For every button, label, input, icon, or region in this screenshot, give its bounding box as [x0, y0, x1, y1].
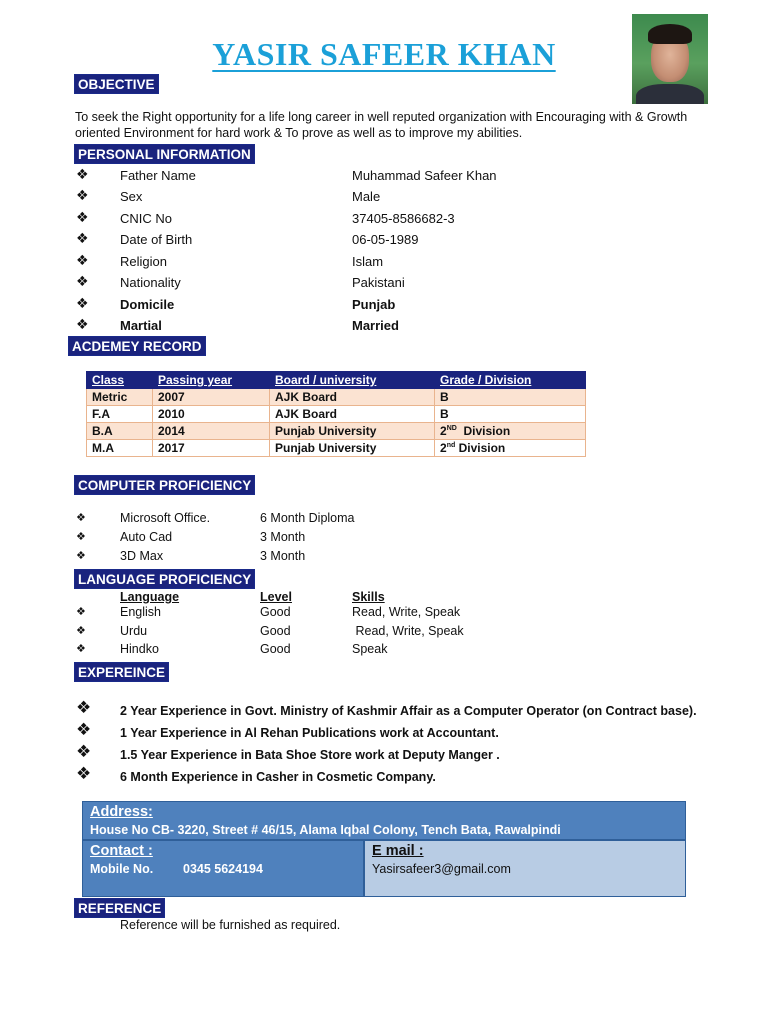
grade-value: B [440, 390, 449, 404]
personal-label: Father Name [120, 168, 196, 183]
bullet-icon: ❖ [76, 316, 89, 332]
language-name: English [120, 605, 161, 619]
table-cell: 2007 [153, 389, 270, 406]
table-cell: Punjab University [270, 440, 435, 457]
bullet-icon: ❖ [76, 166, 89, 182]
section-heading-personal: PERSONAL INFORMATION [74, 144, 255, 164]
section-heading-academic: ACDEMEY RECORD [68, 336, 206, 356]
email-label: E mail : [372, 843, 424, 859]
bullet-icon: ❖ [76, 742, 92, 761]
personal-label: Domicile [120, 297, 175, 312]
table-cell: AJK Board [270, 389, 435, 406]
contact-label: Contact : [90, 843, 153, 859]
personal-value: Punjab [352, 297, 396, 312]
profile-photo [632, 14, 708, 104]
language-skills: Read, Write, Speak [352, 624, 464, 638]
table-cell: 2014 [153, 423, 270, 440]
personal-value: Pakistani [352, 275, 405, 290]
email-block [364, 840, 686, 897]
bullet-icon: ❖ [76, 625, 86, 637]
grade-division: Division [456, 424, 511, 438]
table-cell: M.A [87, 440, 153, 457]
grade-suffix: nd [446, 442, 456, 449]
computer-duration: 3 Month [260, 549, 306, 563]
grade-value: B [440, 407, 449, 421]
computer-skill: Microsoft Office. [120, 511, 211, 525]
bullet-icon: ❖ [76, 764, 92, 783]
table-cell: AJK Board [270, 406, 435, 423]
personal-label: Martial [120, 318, 162, 333]
experience-item: 1 Year Experience in Al Rehan Publications work at Accountant. [120, 726, 499, 740]
bullet-icon: ❖ [76, 531, 86, 543]
table-header: Grade / Division [435, 372, 586, 389]
table-row [87, 440, 586, 457]
reference-text: Reference will be furnished as required. [120, 918, 341, 932]
address-label: Address: [90, 804, 153, 820]
table-cell: 2017 [153, 440, 270, 457]
language-name: Hindko [120, 642, 159, 656]
grade-division: Division [455, 441, 506, 455]
personal-label: Sex [120, 189, 143, 204]
computer-duration: 3 Month [260, 530, 306, 544]
bullet-icon: ❖ [76, 643, 86, 655]
bullet-icon: ❖ [76, 606, 86, 618]
academic-table [86, 371, 586, 457]
personal-label: Religion [120, 254, 167, 269]
language-level: Good [260, 605, 291, 619]
table-cell-grade [435, 423, 586, 440]
experience-item: 1.5 Year Experience in Bata Shoe Store work at Deputy Manger . [120, 748, 500, 762]
grade-value: 2 [440, 441, 447, 455]
personal-value: 37405-8586682-3 [352, 211, 455, 226]
table-row [87, 389, 586, 406]
bullet-icon: ❖ [76, 273, 89, 289]
table-header: Passing year [153, 372, 270, 389]
personal-label: Nationality [120, 275, 181, 290]
experience-item: 6 Month Experience in Casher in Cosmetic Company. [120, 770, 436, 784]
section-heading-experience: EXPEREINCE [74, 662, 169, 682]
table-cell-grade [435, 440, 586, 457]
personal-value: 06-05-1989 [352, 232, 419, 247]
bullet-icon: ❖ [76, 295, 89, 311]
section-heading-reference: REFERENCE [74, 898, 165, 918]
computer-duration: 6 Month Diploma [260, 511, 355, 525]
language-skills: Speak [352, 642, 388, 656]
bullet-icon: ❖ [76, 230, 89, 246]
email-value: Yasirsafeer3@gmail.com [372, 862, 511, 876]
candidate-name: YASIR SAFEER KHAN [212, 36, 556, 72]
experience-item: 2 Year Experience in Govt. Ministry of Kashmir Affair as a Computer Operator (on Contract base). [120, 704, 697, 718]
table-cell: Punjab University [270, 423, 435, 440]
section-heading-language: LANGUAGE PROFICIENCY [74, 569, 255, 589]
grade-suffix: ND [446, 425, 457, 432]
personal-value: Male [352, 189, 381, 204]
personal-value: Islam [352, 254, 384, 269]
personal-value: Muhammad Safeer Khan [352, 168, 497, 183]
table-cell-grade [435, 389, 586, 406]
bullet-icon: ❖ [76, 209, 89, 225]
language-skills: Read, Write, Speak [352, 605, 461, 619]
skills-col-header: Skills [352, 590, 385, 604]
table-cell: 2010 [153, 406, 270, 423]
section-heading-objective: OBJECTIVE [74, 74, 159, 94]
table-cell: F.A [87, 406, 153, 423]
address-block [82, 801, 686, 840]
table-row [87, 423, 586, 440]
personal-value: Married [352, 318, 399, 333]
computer-skill: 3D Max [120, 549, 164, 563]
section-heading-computer: COMPUTER PROFICIENCY [74, 475, 255, 495]
table-header: Class [87, 372, 153, 389]
bullet-icon: ❖ [76, 698, 92, 717]
bullet-icon: ❖ [76, 252, 89, 268]
personal-label: CNIC No [120, 211, 173, 226]
grade-value: 2 [440, 424, 447, 438]
bullet-icon: ❖ [76, 550, 86, 562]
table-cell-grade [435, 406, 586, 423]
level-col-header: Level [260, 590, 292, 604]
language-level: Good [260, 642, 291, 656]
table-cell: B.A [87, 423, 153, 440]
table-header: Board / university [270, 372, 435, 389]
contact-block [82, 840, 364, 897]
table-cell: Metric [87, 389, 153, 406]
bullet-icon: ❖ [76, 720, 92, 739]
contact-box [82, 801, 686, 897]
mobile-label: Mobile No. [90, 862, 154, 876]
language-level: Good [260, 624, 291, 638]
address-value: House No CB- 3220, Street # 46/15, Alama Iqbal Colony, Tench Bata, Rawalpindi [90, 823, 561, 837]
objective-text: To seek the Right opportunity for a life long career in well reputed organization with Encouraging with & Growth oriented Environment for hard work & To prove as well as to improve my abilities. [75, 110, 688, 140]
table-row [87, 406, 586, 423]
bullet-icon: ❖ [76, 187, 89, 203]
language-col-header: Language [120, 590, 180, 604]
mobile-value: 0345 5624194 [183, 862, 263, 876]
computer-skill: Auto Cad [120, 530, 173, 544]
personal-label: Date of Birth [120, 232, 193, 247]
bullet-icon: ❖ [76, 512, 86, 524]
language-name: Urdu [120, 624, 148, 638]
